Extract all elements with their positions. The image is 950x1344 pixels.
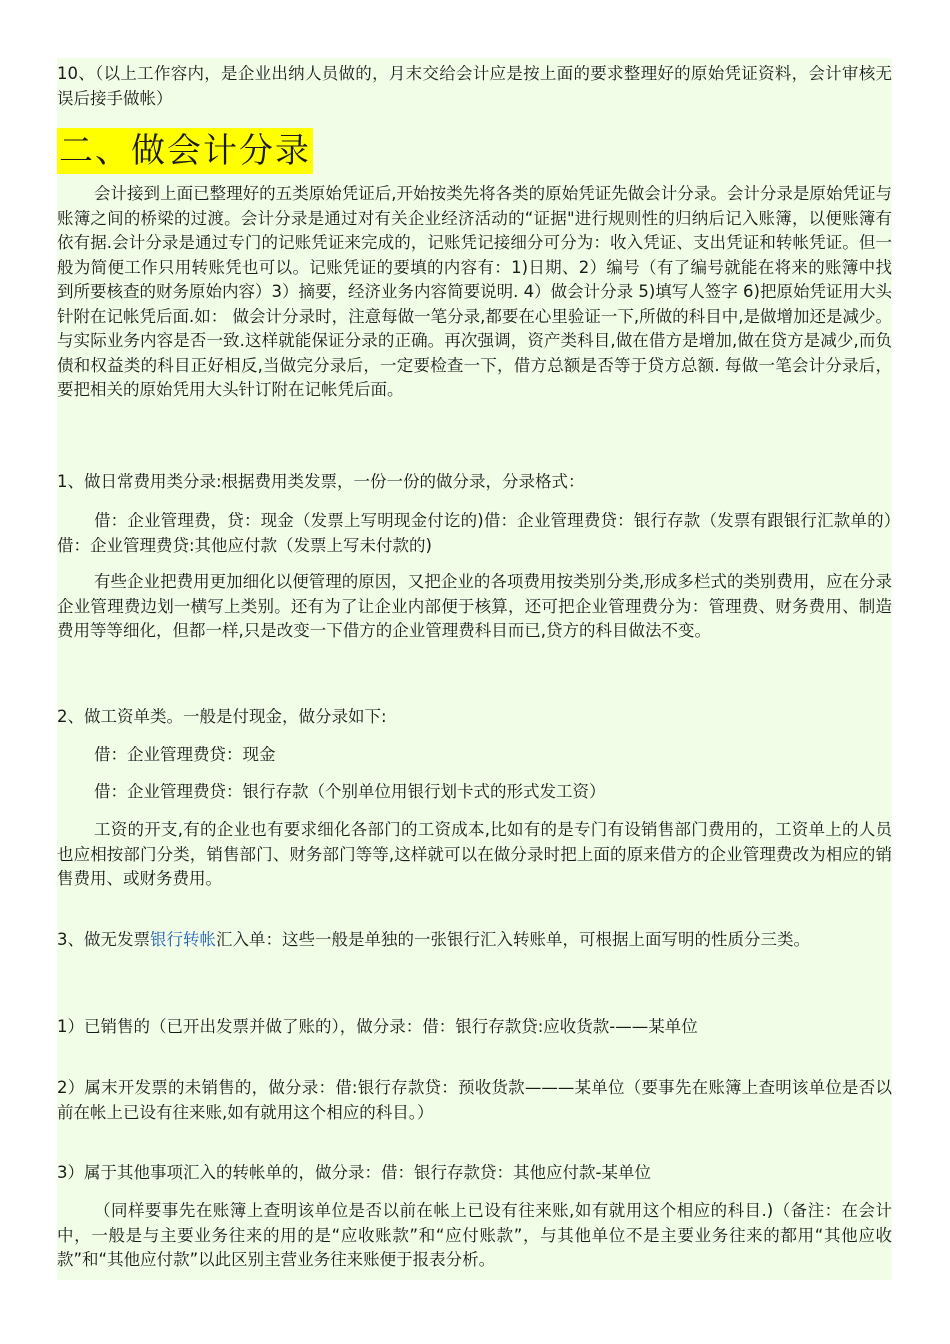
section-1-entry: 借：企业管理费，贷：现金（发票上写明现金付讫的)借：企业管理费贷：银行存款（发票有跟银行汇款单的）借：企业管理费贷:其他应付款（发票上写未付款的)	[57, 511, 892, 555]
section-3-item-2: 2）属末开发票的未销售的，做分录：借:银行存款贷：预收货款———某单位（要事先在账簿上查明该单位是否以前在帐上已设有往来账,如有就用这个相应的科目。）	[57, 1078, 892, 1122]
section-3-title-pre: 3、做无发票	[57, 930, 150, 949]
document-page	[57, 58, 892, 1280]
section-heading: 二、做会计分录	[57, 128, 313, 174]
section-2-entry-2: 借：企业管理费贷：银行存款（个别单位用银行划卡式的形式发工资）	[94, 782, 606, 801]
section-1-title: 1、做日常费用类分录:根据费用类发票，一份一份的做分录，分录格式：	[57, 472, 585, 491]
section-3-item-3: 3）属于其他事项汇入的转帐单的，做分录：借：银行存款贷：其他应付款-某单位	[57, 1163, 651, 1182]
section-3-item-1: 1）已销售的（已开出发票并做了账的），做分录：借：银行存款贷:应收货款-——某单位	[57, 1017, 698, 1036]
intro-paragraph: 10、（以上工作容内，是企业出纳人员做的，月末交给会计应是按上面的要求整理好的原始凭证资料，会计审核无误后接手做帐）	[57, 64, 892, 108]
section-2-entry-1: 借：企业管理费贷：现金	[94, 745, 276, 764]
main-paragraph: 会计接到上面已整理好的五类原始凭证后,开始按类先将各类的原始凭证先做会计分录。会计分录是原始凭证与账簿之间的桥梁的过渡。会计分录是通过对有关企业经济活动的“证据"进行规则性的归纳后记入账簿，以便账簿有依有据.会计分录是通过专门的记账凭证来完成的，记账凭记接细分可分为：收入凭证、支出凭证和转帐凭证。但一般为简便工作只用转账凭也可以。记账凭证的要填的内容有：1)日期、2）编号（有了编号就能在将来的账簿中找到所要核查的财务原始内容）3）摘要，经济业务内容简要说明. 4）做会计分录 5)填写人签字 6)把原始凭证用大头针附在记帐凭后面.如： 做会计分录时，注意每做一笔分录,都要在心里验证一下,所做的科目中,是做增加还是减少。与实际业务内容是否一致.这样就能保证分录的正确。再次强调，资产类科目,做在借方是增加,做在贷方是减少,而负债和权益类的科目正好相反,当做完分录后，一定要检查一下，借方总额是否等于贷方总额. 每做一笔会计分录后，要把相关的原始凭用大头针订附在记帐凭后面。	[57, 184, 892, 399]
section-3-title	[57, 928, 892, 953]
section-2-title: 2、做工资单类。一般是付现金，做分录如下:	[57, 707, 387, 726]
section-2-note: 工资的开支,有的企业也有要求细化各部门的工资成本,比如有的是专门有设销售部门费用的，工资单上的人员也应相按部门分类，销售部门、财务部门等等,这样就可以在做分录时把上面的原来借方的企业管理费改为相应的销售费用、或财务费用。	[57, 820, 892, 888]
bank-transfer-link[interactable]: 银行转帐	[150, 930, 216, 949]
section-3-title-post: 汇入单：这些一般是单独的一张银行汇入转账单，可根据上面写明的性质分三类。	[216, 930, 810, 949]
section-3-note: （同样要事先在账簿上查明该单位是否以前在帐上已设有往来账,如有就用这个相应的科目.)（备注：在会计中，一般是与主要业务往来的用的是“应收账款”和“应付账款”，与其他单位不是主要业务往来的都用“其他应收款”和“其他应付款”以此区别主营业务往来账便于报表分析。	[57, 1201, 892, 1269]
section-1-note: 有些企业把费用更加细化以便管理的原因，又把企业的各项费用按类别分类,形成多栏式的类别费用，应在分录企业管理费边划一横写上类别。还有为了让企业内部便于核算，还可把企业管理费分为：管理费、财务费用、制造费用等等细化，但都一样,只是改变一下借方的企业管理费科目而已,贷方的科目做法不变。	[57, 572, 892, 640]
